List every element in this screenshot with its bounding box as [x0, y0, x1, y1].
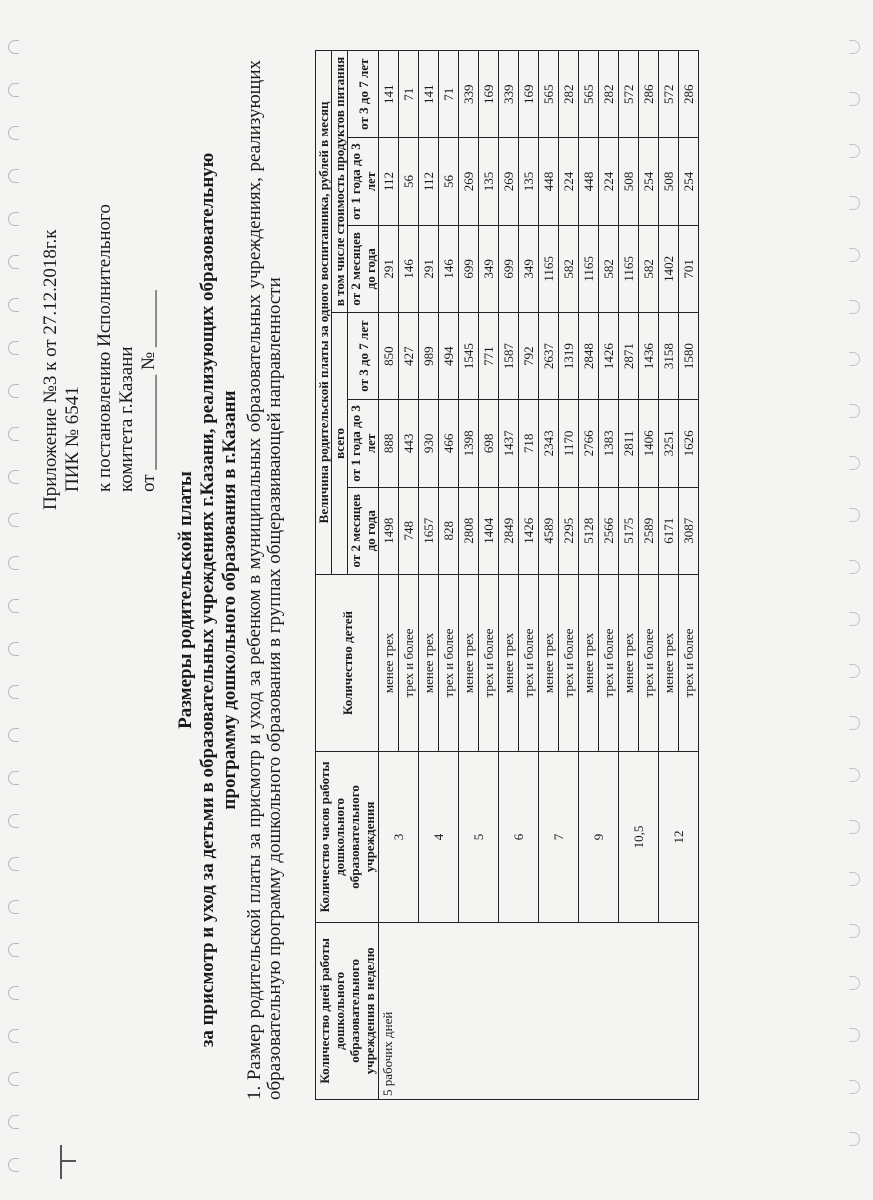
fee-value-cell: 2848 [579, 312, 599, 399]
fee-value-cell: 1426 [599, 312, 619, 399]
appendix-line: Приложение №3 к от 27.12.2018г.к [40, 229, 61, 510]
children-cell: менее трех [379, 574, 399, 751]
hours-cell: 5 [459, 752, 499, 923]
children-cell: трех и более [519, 574, 539, 751]
fee-value-cell: 448 [579, 138, 599, 225]
hours-cell: 6 [499, 752, 539, 923]
fee-value-cell: 448 [539, 138, 559, 225]
fee-value-cell: 254 [639, 138, 659, 225]
header-age: от 2 месяцев до года [348, 487, 379, 574]
title-line: программу дошкольного образования в г.Казани [219, 390, 240, 810]
fee-value-cell: 1498 [379, 487, 399, 574]
fee-value-cell: 71 [399, 51, 419, 138]
fee-value-cell: 930 [419, 400, 439, 487]
fee-value-cell: 1426 [519, 487, 539, 574]
fee-value-cell: 508 [659, 138, 679, 225]
fee-table-body [379, 51, 699, 1100]
fee-value-cell: 1626 [679, 400, 699, 487]
children-cell: трех и более [599, 574, 619, 751]
fee-value-cell: 989 [419, 312, 439, 399]
header-age: от 3 до 7 лет [348, 312, 379, 399]
fee-value-cell: 1170 [559, 400, 579, 487]
fee-value-cell: 224 [599, 138, 619, 225]
fee-value-cell: 565 [579, 51, 599, 138]
fee-value-cell: 850 [379, 312, 399, 399]
children-cell: трех и более [439, 574, 459, 751]
fee-value-cell: 56 [439, 138, 459, 225]
fee-value-cell: 269 [459, 138, 479, 225]
fee-value-cell: 565 [539, 51, 559, 138]
fee-value-cell: 582 [639, 225, 659, 312]
children-cell: трех и более [679, 574, 699, 751]
title-line: Размеры родительской платы [175, 471, 196, 729]
fee-value-cell: 349 [519, 225, 539, 312]
children-cell: менее трех [579, 574, 599, 751]
fee-value-cell: 286 [639, 51, 659, 138]
fee-value-cell: 572 [619, 51, 639, 138]
header-days: Количество дней работы дошкольного образовательного учреждения в неделю [316, 922, 379, 1099]
children-cell: менее трех [539, 574, 559, 751]
fee-value-cell: 1406 [639, 400, 659, 487]
fee-value-cell: 339 [459, 51, 479, 138]
fee-value-cell: 3251 [659, 400, 679, 487]
fee-value-cell: 748 [399, 487, 419, 574]
fee-value-cell: 427 [399, 312, 419, 399]
fee-value-cell: 5175 [619, 487, 639, 574]
fee-value-cell: 224 [559, 138, 579, 225]
fee-value-cell: 1398 [459, 400, 479, 487]
fee-value-cell: 1587 [499, 312, 519, 399]
header-total: всего [332, 312, 348, 574]
fee-value-cell: 141 [419, 51, 439, 138]
fee-value-cell: 1545 [459, 312, 479, 399]
fee-value-cell: 2811 [619, 400, 639, 487]
fee-value-cell: 771 [479, 312, 499, 399]
fee-value-cell: 1402 [659, 225, 679, 312]
fee-value-cell: 698 [479, 400, 499, 487]
fee-value-cell: 291 [379, 225, 399, 312]
fee-value-cell: 5128 [579, 487, 599, 574]
appendix-line: от __________ № ______ [138, 290, 159, 492]
fee-value-cell: 701 [679, 225, 699, 312]
children-cell: менее трех [659, 574, 679, 751]
fee-value-cell: 572 [659, 51, 679, 138]
table-row [379, 51, 399, 1100]
fee-value-cell: 339 [499, 51, 519, 138]
fee-value-cell: 112 [419, 138, 439, 225]
fee-value-cell: 291 [419, 225, 439, 312]
header-food: в том числе стоимость продуктов питания [332, 51, 348, 313]
days-cell: 5 рабочих дней [379, 922, 699, 1099]
fee-value-cell: 169 [519, 51, 539, 138]
header-age: от 3 до 7 лет [348, 51, 379, 138]
hours-cell: 10,5 [619, 752, 659, 923]
fee-value-cell: 2766 [579, 400, 599, 487]
fee-value-cell: 2849 [499, 487, 519, 574]
appendix-line: комитета г.Казани [116, 346, 137, 492]
fee-table [315, 50, 699, 1100]
children-cell: трех и более [399, 574, 419, 751]
document-title [175, 60, 241, 1140]
hours-cell: 3 [379, 752, 419, 923]
fee-value-cell: 1319 [559, 312, 579, 399]
header-age: от 1 года до 3 лет [348, 138, 379, 225]
hours-cell: 7 [539, 752, 579, 923]
fee-value-cell: 508 [619, 138, 639, 225]
header-age: от 2 месяцев до года [348, 225, 379, 312]
fee-value-cell: 146 [399, 225, 419, 312]
fee-value-cell: 254 [679, 138, 699, 225]
fee-value-cell: 888 [379, 400, 399, 487]
fee-value-cell: 6171 [659, 487, 679, 574]
fee-value-cell: 582 [599, 225, 619, 312]
appendix-line: к постановлению Исполнительного [94, 204, 115, 492]
header-hours: Количество часов работы дошкольного образовательного учреждения [316, 752, 379, 923]
fee-value-cell: 828 [439, 487, 459, 574]
children-cell: трех и более [559, 574, 579, 751]
fee-value-cell: 56 [399, 138, 419, 225]
fee-value-cell: 1165 [619, 225, 639, 312]
fee-value-cell: 169 [479, 51, 499, 138]
fee-value-cell: 2871 [619, 312, 639, 399]
fee-value-cell: 282 [599, 51, 619, 138]
hours-cell: 12 [659, 752, 699, 923]
fee-value-cell: 2808 [459, 487, 479, 574]
fee-value-cell: 4589 [539, 487, 559, 574]
fee-value-cell: 3087 [679, 487, 699, 574]
fee-value-cell: 2637 [539, 312, 559, 399]
fee-value-cell: 2295 [559, 487, 579, 574]
children-cell: менее трех [499, 574, 519, 751]
title-line: за присмотр и уход за детьми в образовательных учреждениях г.Казани, реализующих образовательную [197, 152, 218, 1048]
fee-value-cell: 1436 [639, 312, 659, 399]
fee-value-cell: 146 [439, 225, 459, 312]
fee-value-cell: 466 [439, 400, 459, 487]
fee-value-cell: 141 [379, 51, 399, 138]
hours-cell: 9 [579, 752, 619, 923]
fee-value-cell: 71 [439, 51, 459, 138]
fee-value-cell: 1404 [479, 487, 499, 574]
fee-value-cell: 494 [439, 312, 459, 399]
fee-value-cell: 2343 [539, 400, 559, 487]
fee-value-cell: 1657 [419, 487, 439, 574]
children-cell: трех и более [479, 574, 499, 751]
children-cell: менее трех [419, 574, 439, 751]
intro-paragraph: 1. Размер родительской платы за присмотр и уход за ребенком в муниципальных образовательных учреждениях, реализующих образовательную программу дошкольного образования в группах общеразвивающей направленности [244, 60, 285, 1100]
children-cell: менее трех [459, 574, 479, 751]
fee-value-cell: 2589 [639, 487, 659, 574]
appendix-line: ПИК № 6541 [62, 386, 83, 492]
fee-value-cell: 1580 [679, 312, 699, 399]
fee-value-cell: 282 [559, 51, 579, 138]
fee-value-cell: 3158 [659, 312, 679, 399]
fee-value-cell: 443 [399, 400, 419, 487]
fee-value-cell: 135 [479, 138, 499, 225]
fee-value-cell: 349 [479, 225, 499, 312]
fee-value-cell: 269 [499, 138, 519, 225]
fee-value-cell: 112 [379, 138, 399, 225]
children-cell: трех и более [639, 574, 659, 751]
fee-value-cell: 2566 [599, 487, 619, 574]
fee-value-cell: 699 [459, 225, 479, 312]
hours-cell: 4 [419, 752, 459, 923]
header-children: Количество детей [316, 574, 379, 751]
header-age: от 1 года до 3 лет [348, 400, 379, 487]
fee-value-cell: 1383 [599, 400, 619, 487]
children-cell: менее трех [619, 574, 639, 751]
header-fee: Величина родительской платы за одного воспитанника, рублей в месяц [316, 51, 332, 575]
fee-value-cell: 135 [519, 138, 539, 225]
fee-value-cell: 1165 [539, 225, 559, 312]
fee-value-cell: 1165 [579, 225, 599, 312]
fee-value-cell: 699 [499, 225, 519, 312]
fee-value-cell: 792 [519, 312, 539, 399]
fee-value-cell: 718 [519, 400, 539, 487]
fee-value-cell: 286 [679, 51, 699, 138]
appendix-header [40, 180, 160, 510]
fee-value-cell: 582 [559, 225, 579, 312]
fee-value-cell: 1437 [499, 400, 519, 487]
